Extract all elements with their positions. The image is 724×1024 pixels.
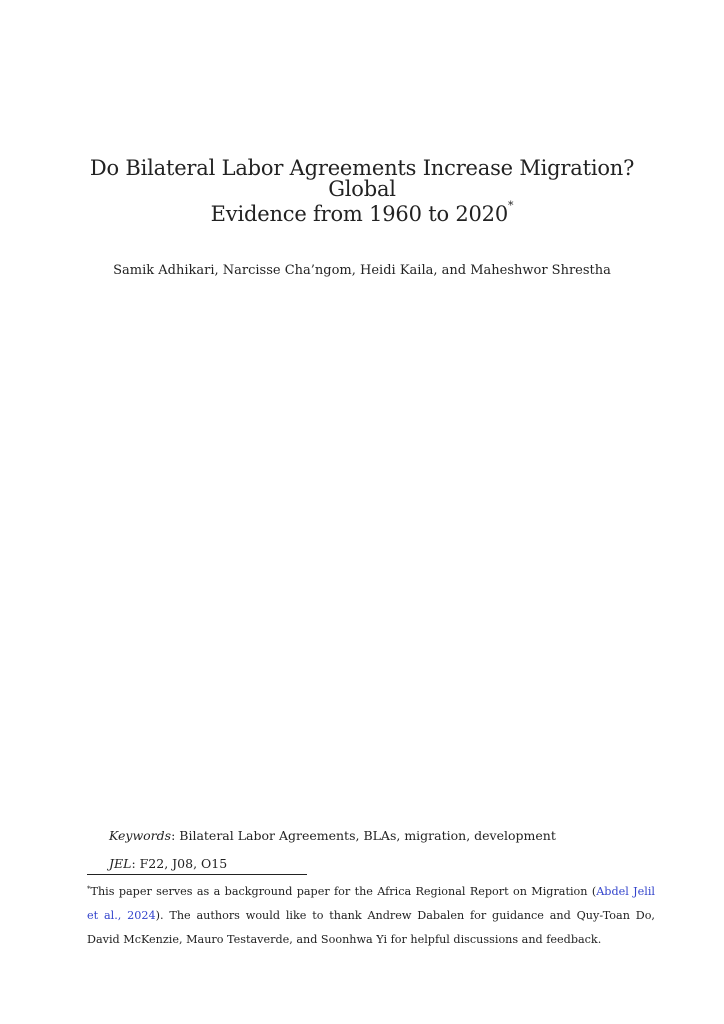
keywords-label: Keywords (109, 828, 172, 843)
footnote-text-before: This paper serves as a background paper for the Africa Regional Report on Migration ( (90, 885, 597, 898)
keywords-line (109, 828, 556, 843)
citation-link-year[interactable]: 2024 (127, 909, 156, 922)
citation-link-author[interactable]: Abdel Jelil et al. (87, 885, 655, 922)
author-list: Samik Adhikari, Narcisse Cha’ngom, Heidi Kaila, and Maheshwor Shrestha (113, 263, 611, 278)
paper-title-text-2: Evidence from 1960 to 2020 (210, 202, 509, 226)
footnote-divider (87, 874, 307, 875)
paper-title-text-1: Do Bilateral Labor Agreements Increase Migration? Global (89, 156, 635, 201)
paper-title-line-2 (60, 199, 664, 226)
citation-separator[interactable]: , (117, 909, 128, 922)
title-footnote (87, 880, 655, 952)
jel-label: JEL (109, 856, 132, 871)
footnote-mark: * (87, 885, 91, 893)
paper-title-line-1 (60, 158, 664, 200)
keywords-text: : Bilateral Labor Agreements, BLAs, migration, development (171, 828, 556, 843)
jel-text: : F22, J08, O15 (131, 856, 228, 871)
jel-codes-line (109, 856, 227, 871)
footnote-text-after: ). The authors would like to thank Andrew Dabalen for guidance and Quy-Toan Do, David McKenzie, Mauro Testaverde, and Soonhwa Yi for helpful discussions and feedback. (87, 909, 655, 946)
title-footnote-mark[interactable]: * (508, 199, 514, 212)
